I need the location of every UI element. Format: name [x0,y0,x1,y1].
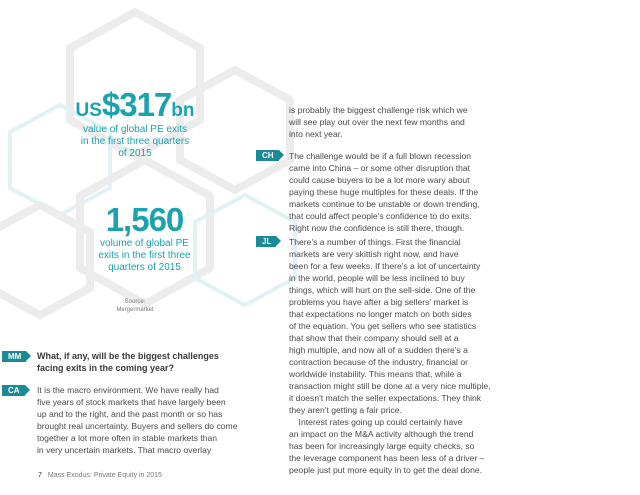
answer-ca-continued: is probably the biggest challenge risk which we will see play out over the next few months and into next year. [289,105,468,139]
stat-exit-volume [82,203,207,274]
speaker-tag-ca: CA [2,385,25,396]
speaker-tag-ch: CH [256,150,279,161]
page-footer [38,472,162,479]
interview-question: What, if any, will be the biggest challenges facing exits in the coming year? [37,351,219,373]
stat-exit-value [70,88,200,160]
publication-title: Mass Exodus: Private Equity in 2015 [47,472,162,479]
stat-exit-volume-number: 1,560 [105,201,184,238]
answer-ca: It is the macro environment. We have really had five years of stock markets that have largely been up and to the right, and the past month or so has brought real uncertainty. Buyers and sellers do come together a lot more often in stable markets than in very uncertain markets. That macro overlay [37,385,238,455]
answer-ch: The challenge would be if a full blown recession came into China – or some other disruption that could cause buyers to be a lot more wary about paying these huge multiples for these deals. If the markets continue to be unstable or down trending, that could affect people's confidence to do exits. Right now the confidence is still there, though. [289,151,480,233]
stat-exit-volume-description: volume of global PE exits in the first three quarters of 2015 [98,238,191,273]
source-note: Source: Mergermarket [116,299,154,313]
stat-exit-value-description: value of global PE exits in the first three quarters of 2015 [80,124,190,159]
answer-jl: There's a number of things. First the financial markets are very skittish right now, and have been for a few weeks. If there's a lot of uncertainty in the world, people will be less inclined to buy things, which will hurt on the sell-side. One of the problems you have after a big sellers' market is that expectations no longer match on both sides of the equation. You get sellers who see statistics that show that their company should sell at a high multiple, and now all of a sudden there's a contraction because of the industry, financial or worldwide instability. This means that, while a transaction might still be done at a very nice multiple, it doesn't match the seller expectations. They think they aren't getting a fair price. Interest rates going up could certainly have an impact on the M&A activity although the trend has been for increasingly large equity checks, so the leverage component has been less of a driver – people just put more equity in to get the deal done. [289,237,491,475]
speaker-tag-mm: MM [2,351,26,362]
stat-exit-value-number: US$317bn [75,86,195,123]
speaker-tag-jl: JL [256,236,276,247]
page-number: 7 [38,472,42,479]
